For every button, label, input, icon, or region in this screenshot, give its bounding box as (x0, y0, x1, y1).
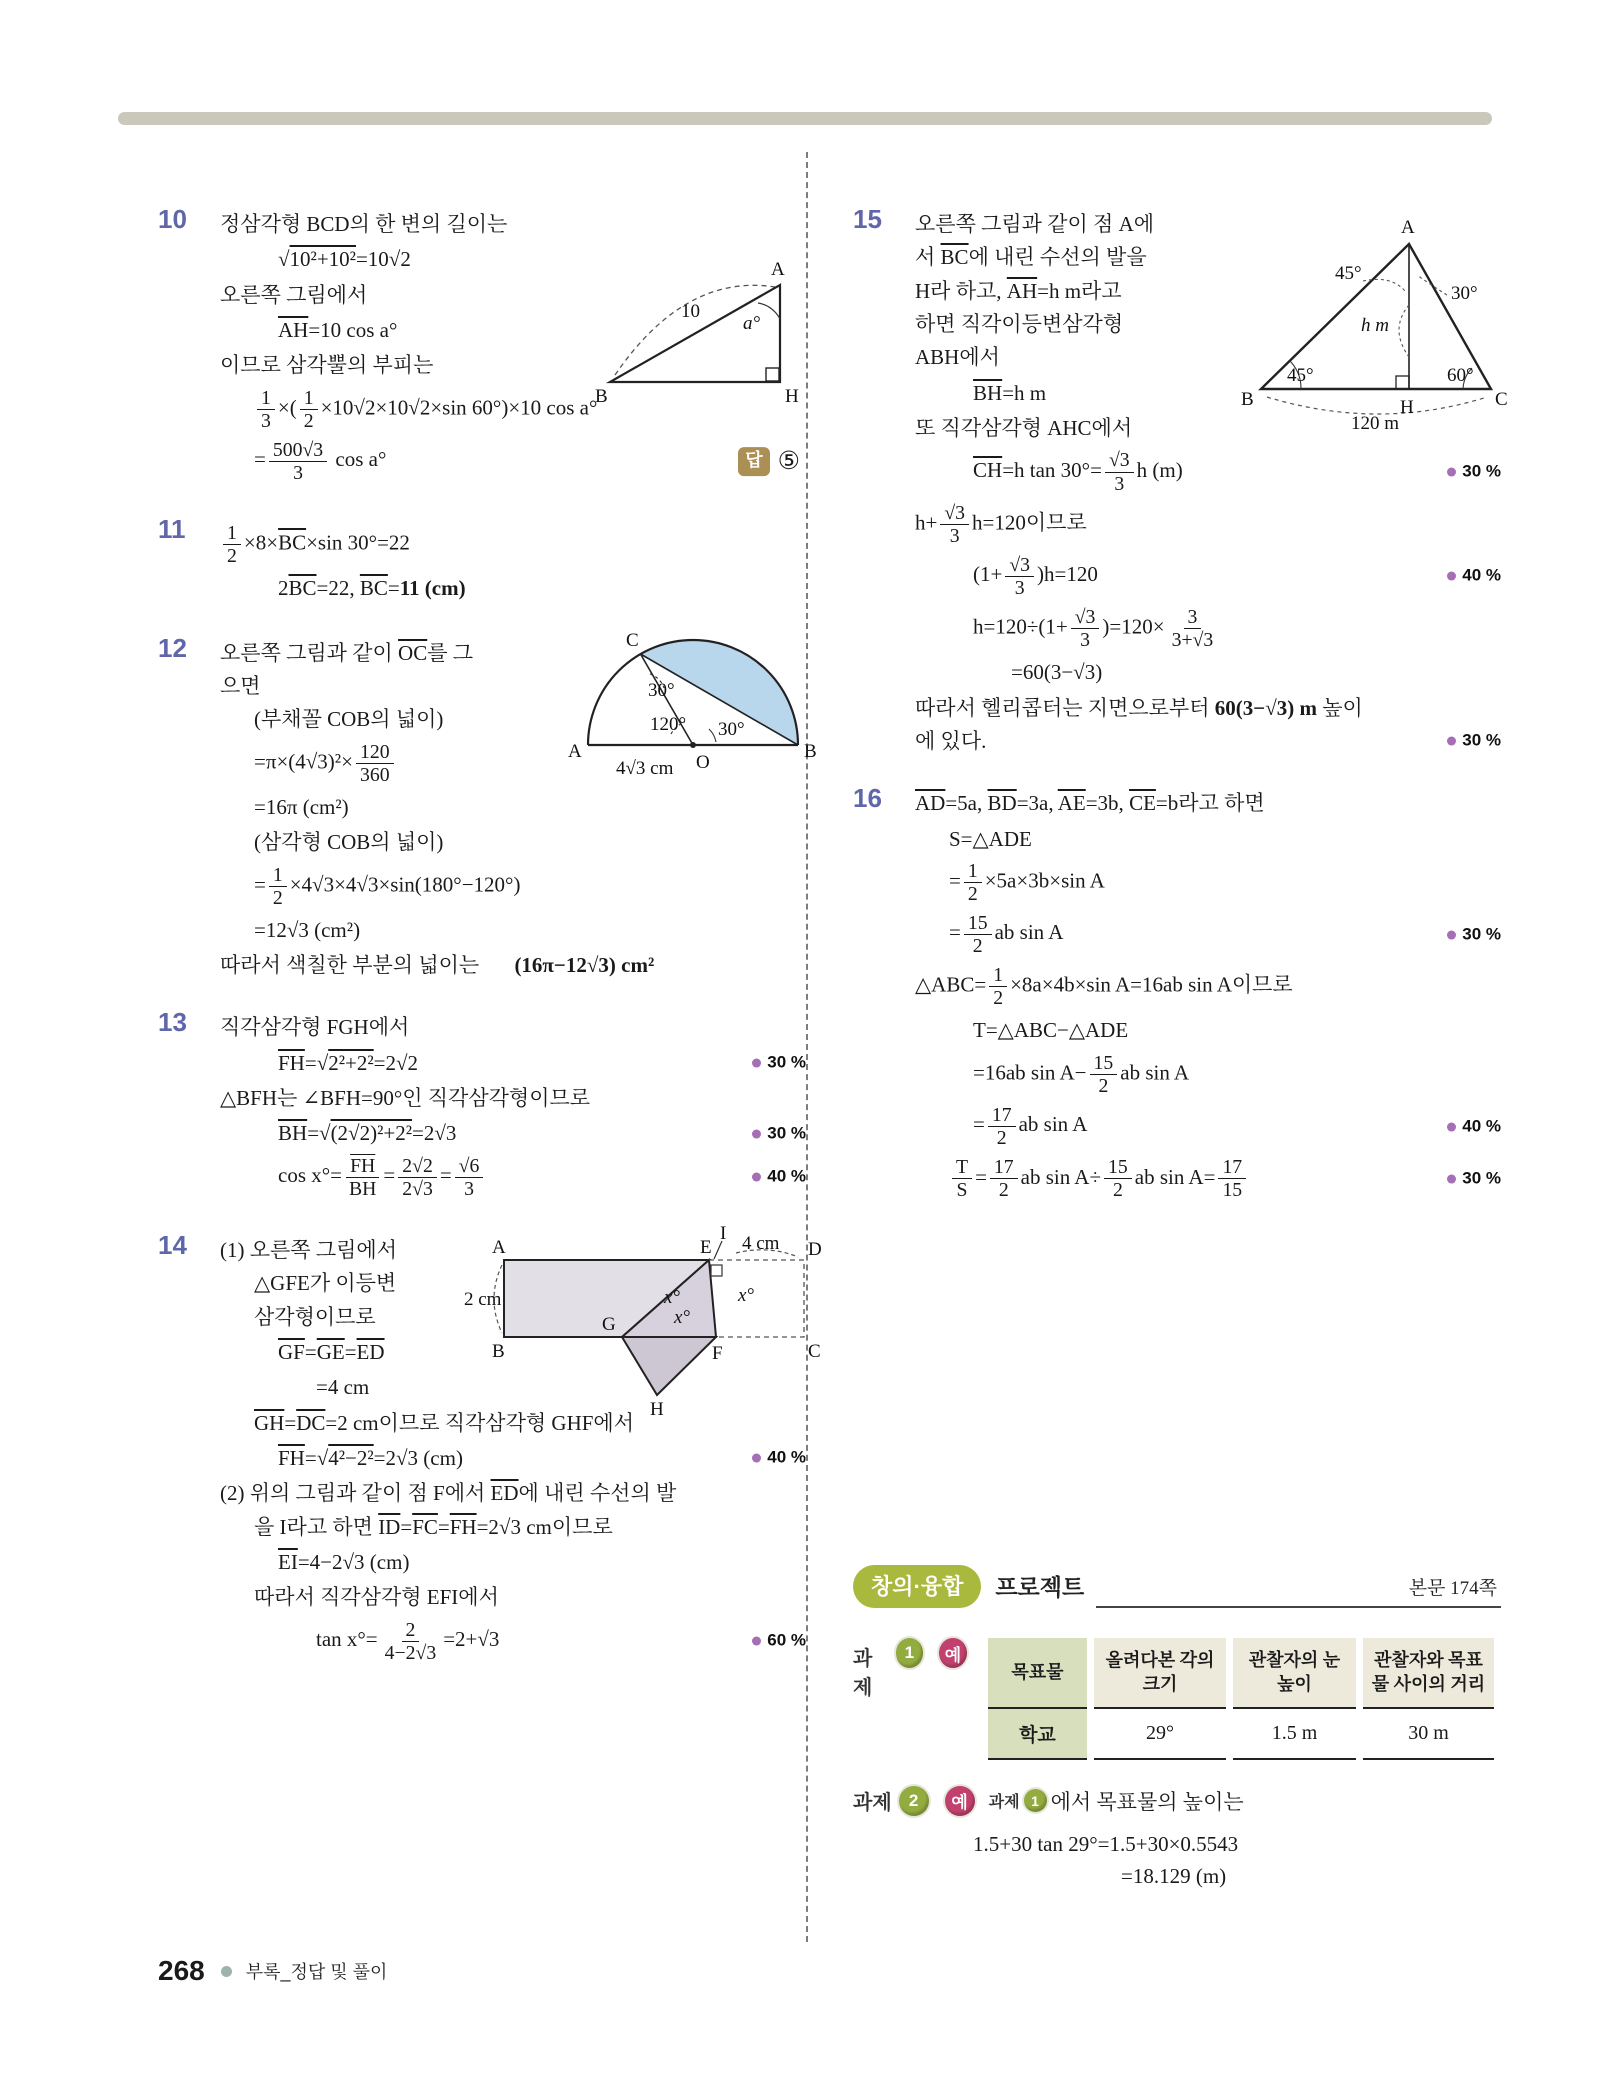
problem-number: 10 (158, 204, 187, 234)
vertex-label: B (492, 1340, 505, 1362)
formula-line: =60(3−√3) (1011, 660, 1103, 685)
creative-project-section (853, 1565, 1501, 1896)
task-1-row (853, 1638, 1501, 1760)
problem-body (220, 629, 817, 985)
formula-text: $\overline{FH}=√4^2-2^2=2√3$ (cm) (278, 1446, 463, 1471)
formula-line (915, 449, 1501, 494)
formula-line: =4 cm (316, 1375, 370, 1400)
problem-10 (158, 205, 806, 491)
formula-text: $\frac{T}{S}$ = $\frac{17}{2}$ ab sin A÷ $\frac{15}{2}$ ab sin A= $\frac{17}{15}$ (949, 1165, 1249, 1189)
problem-body (220, 1224, 822, 1671)
base-label: 120 m (1351, 413, 1400, 434)
problem-11 (158, 515, 806, 610)
formula-line: = $\frac{1}{2}$ ×4√3×4√3×sin(180°−120°) (254, 863, 521, 909)
radius-label: 4√3 cm (616, 757, 674, 779)
cell-target: 학교 (988, 1709, 1087, 1760)
problem-16 (853, 784, 1501, 1208)
vertex-label: I (720, 1224, 727, 1244)
length-label: 4 cm (742, 1232, 780, 1254)
table-data-row (988, 1709, 1494, 1760)
score-badge: 60 % (752, 1630, 806, 1653)
answer-value: ⑤ (777, 447, 800, 475)
solution-line: 서 $\overline{BC}$에 내린 수선의 발을 (915, 245, 1147, 270)
angle-label: 45° (1287, 365, 1314, 386)
angle-label: x° (664, 1286, 681, 1308)
solution-text: 에 있다. (915, 728, 987, 753)
formula-text: $\overline{CH}=h$ tan 30°= $\frac{√3}{3}$ h (m) (973, 449, 1183, 495)
solution-line: 이므로 삼각뿔의 부피는 (220, 353, 434, 378)
formula-text: = $\frac{17}{2}$ ab sin A (973, 1103, 1088, 1150)
score-badge: 30 % (752, 1122, 806, 1145)
solution-line: 오른쪽 그림에서 (220, 282, 368, 307)
problem-body (915, 205, 1508, 760)
solution-line: 따라서 직각삼각형 EFI에서 (254, 1585, 499, 1610)
formula-line (220, 574, 806, 602)
angle-label: 120° (650, 713, 687, 735)
score-badge: 40 % (752, 1447, 806, 1470)
problem-body (220, 1008, 806, 1207)
formula-line: =π×(4√3)²× $\frac{120}{360}$ (220, 741, 806, 786)
vertex-label: C (808, 1340, 821, 1362)
right-angle-mark (711, 1265, 722, 1276)
score-badge: 40 % (752, 1166, 806, 1189)
cell-eyeheight: 1.5 m (1233, 1709, 1356, 1760)
vertex-label: B (804, 740, 817, 762)
angle-label: 45° (1335, 263, 1362, 284)
problem-body (220, 515, 806, 610)
formula-text: $\overline{BH}=√(2√2)^2+2^2=2√3$ (278, 1121, 457, 1146)
solution-line: △GFE가 이등변 (254, 1271, 397, 1296)
diagram-problem-12 (568, 630, 818, 789)
angle-label: 30° (718, 718, 745, 740)
score-badge: 40 % (1447, 1115, 1501, 1138)
formula-text: tan x°= $\frac{2}{4-2√3}$ =2+√3 (316, 1618, 500, 1664)
vertex-label: H (1400, 397, 1414, 418)
solution-line: ABH에서 (915, 345, 1000, 370)
vertex-label: A (1401, 217, 1415, 238)
vertex-label: G (602, 1313, 616, 1335)
vertex-label: A (771, 259, 785, 280)
top-accent-bar (118, 112, 1492, 125)
length-label: 2 cm (464, 1288, 502, 1310)
formula-line: =12√3 (cm²) (254, 917, 361, 942)
page-ref-text: 본문 174쪽 (1408, 1578, 1497, 1599)
angle-label: x° (674, 1306, 691, 1328)
right-column (853, 204, 1508, 1888)
solution-line: 을 I라고 하면 $\overline{ID}=\overline{FC}=\overline{FH}=2√3$ cm이므로 (254, 1514, 613, 1539)
vertex-label: B (595, 386, 608, 407)
diagram-problem-15 (1239, 209, 1509, 451)
answer-emphasis: (16π−12√3) cm² (514, 953, 655, 978)
formula-line: △ABC= $\frac{1}{2}$ ×8a×4b×sin A=16ab sin A이므로 (915, 964, 1293, 1010)
solution-line: (1) 오른쪽 그림에서 (220, 1237, 397, 1262)
project-header (853, 1565, 1501, 1608)
solution-text: 따라서 색칠한 부분의 넓이는 (220, 953, 480, 978)
page-footer (158, 1955, 387, 1987)
task-1-number-ball: 1 (896, 1638, 924, 1668)
page-reference (1096, 1573, 1501, 1608)
example-ball: 예 (945, 1786, 975, 1816)
formula-line: $\overline{BH}=h$ m (973, 380, 1047, 405)
center-label: O (696, 751, 710, 773)
solution-line: 으면 (220, 673, 261, 698)
diagram-problem-10 (595, 257, 810, 419)
formula-line (220, 1619, 806, 1664)
formula-text: = $\frac{15}{2}$ ab sin A (949, 912, 1064, 958)
formula-line (915, 1104, 1501, 1149)
problem-number: 13 (158, 1007, 187, 1038)
formula-line (220, 1444, 806, 1472)
right-angle-mark (766, 368, 779, 381)
leader-45 (1363, 279, 1405, 291)
problem-body (915, 784, 1501, 1208)
formula-text: cos x°= $\frac{\overline{FH}}{BH}$ = $\frac{2√2}{2√3}$ = $\frac{√6}{3}$ (278, 1163, 486, 1187)
problem-number: 12 (158, 632, 187, 663)
solution-line: $\overline{AD}=5a$, $\overline{BD}=3a$, $\overline{AE}=3b$, $\overline{CE}=b$라고 하면 (915, 791, 1265, 816)
angle-label: x° (738, 1284, 755, 1306)
solution-line (220, 951, 806, 979)
cell-angle: 29° (1094, 1709, 1226, 1760)
formula-line: 1.5+30 tan 29°=1.5+30×0.5543 (973, 1831, 1239, 1856)
angle-arc-b (709, 729, 716, 742)
problem-15 (853, 204, 1508, 760)
formula-line: $\frac{1}{2}$ $\times 8\times\overline{BC}\times\sin$ 30°=22 (220, 522, 806, 567)
formula-line: $\overline{GF}=\overline{GE}=\overline{ED}$ (278, 1340, 385, 1364)
formula-line (220, 439, 806, 484)
column-divider (806, 152, 808, 1942)
formula-line: h+ $\frac{√3}{3}$ h=120이므로 (915, 501, 1087, 547)
answer-emphasis: 60(3−√3) m (1214, 695, 1317, 720)
right-angle-mark (1396, 376, 1409, 389)
task-2-text: 에서 목표물의 높이는 (1050, 1789, 1244, 1814)
score-badge: 30 % (1447, 730, 1501, 753)
score-badge: 30 % (1447, 461, 1501, 484)
vertex-label: A (492, 1236, 506, 1258)
task-2-number-ball: 2 (899, 1786, 929, 1816)
h-brace (1399, 305, 1409, 357)
answer-emphasis: 11 (cm) (399, 576, 466, 601)
score-badge: 30 % (1447, 923, 1501, 946)
formula-line: = $\frac{1}{2}$ ×5a×3b×sin A (949, 859, 1105, 905)
diagram-problem-14 (464, 1225, 824, 1427)
solution-line: 하면 직각이등변삼각형 (915, 312, 1124, 337)
vertex-label: E (700, 1236, 712, 1258)
solution-text: 따라서 헬리콥터는 지면으로부터 (915, 695, 1215, 720)
answer-badge: 답 (738, 447, 769, 475)
solution-line: 직각삼각형 FGH에서 (220, 1015, 410, 1040)
problem-number: 15 (853, 204, 882, 234)
table-header-distance: 관찰자와 목표물 사이의 거리 (1363, 1638, 1494, 1709)
problem-number: 14 (158, 1229, 187, 1260)
footer-dot-icon (221, 1966, 232, 1977)
formula-line: $\frac{1}{3}$ ×( $\frac{1}{2}$ ×10√2×10√2×sin 60°)×10 cos a° (220, 387, 806, 432)
angle-label: 60° (1447, 365, 1474, 386)
angle-label: a° (743, 313, 761, 334)
score-badge: 30 % (1447, 1167, 1501, 1190)
task-ref-number-ball: 1 (1024, 1789, 1047, 1812)
observation-table (981, 1638, 1501, 1760)
solution-text: 높이 (1317, 695, 1363, 720)
formula-text: = $\frac{500√3}{3}$ cos a° (254, 438, 387, 484)
solution-line: (부채꼴 COB의 넓이) (254, 707, 444, 732)
score-badge: 30 % (752, 1051, 806, 1074)
angle-label: 30° (648, 679, 675, 701)
formula-line: T=△ABC−△ADE (973, 1018, 1129, 1043)
vertex-label: D (808, 1238, 822, 1260)
problem-number: 16 (853, 783, 882, 814)
cell-distance: 30 m (1363, 1709, 1494, 1760)
formula-line: $\overline{EI}=4-2√3$ (cm) (278, 1550, 410, 1575)
solution-line: 또 직각삼각형 AHC에서 (915, 416, 1133, 441)
formula-line (915, 912, 1501, 957)
solution-line: H라 하고, $\overline{AH}=h$ m라고 (915, 278, 1122, 303)
table-header-row (988, 1638, 1494, 1709)
vertex-label: A (568, 740, 582, 762)
paper-flap (622, 1337, 716, 1395)
vertex-label: C (1495, 389, 1508, 410)
formula-line: =16ab sin A− $\frac{15}{2}$ ab sin A (973, 1051, 1190, 1097)
page-number: 268 (158, 1955, 205, 1986)
length-label: 10 (681, 301, 700, 322)
formula-line: S=△ADE (949, 826, 1032, 851)
formula-text: $2\overline{BC}=22$, $\overline{BC}=$ (278, 576, 400, 601)
vertex-label: H (650, 1398, 664, 1420)
formula-line: √10²+10²=10√2 (278, 247, 411, 272)
base-length-arc (1267, 397, 1487, 414)
vertex-label: H (785, 386, 799, 407)
problem-14 (158, 1224, 822, 1671)
problem-body (220, 205, 806, 491)
formula-line: h=120÷(1+ $\frac{√3}{3}$ )=120× $\frac{3}{3+√3}$ (973, 605, 1214, 652)
project-title: 프로젝트 (995, 1574, 1085, 1600)
solution-line: 오른쪽 그림과 같이 점 A에 (915, 212, 1155, 236)
formula-line (220, 1155, 806, 1200)
solution-line: (삼각형 COB의 넓이) (254, 830, 444, 855)
task-label: 과제 (853, 1648, 873, 1699)
solution-line (915, 727, 1501, 755)
vertex-label: B (1241, 389, 1254, 410)
angle-arc (758, 303, 780, 319)
formula-line: =18.129 (m) (1121, 1863, 1227, 1888)
solution-line: $\overline{GH}=\overline{DC}=2$ cm이므로 직각삼각형 GHF에서 (254, 1410, 634, 1435)
formula-text: $\overline{FH}=√2^2+2^2=2√2$ (278, 1050, 419, 1075)
left-column (158, 204, 822, 1695)
creative-convergence-badge: 창의·융합 (853, 1565, 981, 1608)
table-header-eyeheight: 관찰자의 눈높이 (1233, 1638, 1356, 1709)
problem-12 (158, 629, 817, 985)
table-header-target: 목표물 (988, 1638, 1087, 1709)
solution-line: △BFH는 ∠BFH=90°인 직각삼각형이므로 (220, 1086, 591, 1111)
table-header-angle: 올려다본 각의 크기 (1094, 1638, 1226, 1709)
solution-line: 삼각형이므로 (254, 1304, 376, 1329)
solution-line (915, 694, 1501, 722)
formula-line (220, 1119, 806, 1147)
angle-label: 30° (1451, 283, 1478, 304)
score-badge: 40 % (1447, 565, 1501, 588)
formula-line (915, 1156, 1501, 1201)
vertex-label: C (626, 629, 639, 651)
formula-line: $\overline{AH}=10$ cos a° (278, 318, 398, 343)
answer-line (738, 445, 800, 479)
task-label: 과제 (853, 1792, 892, 1815)
problem-number: 11 (158, 514, 186, 545)
task-2-row (853, 1786, 1501, 1816)
formula-line: =16π (cm²) (254, 794, 349, 819)
footer-label: 부록_정답 및 풀이 (245, 1962, 388, 1982)
formula-line (915, 554, 1501, 599)
example-ball: 예 (939, 1638, 967, 1668)
hidden-rect-outline (709, 1260, 804, 1337)
vertex-label: F (712, 1342, 723, 1364)
formula-text: (1+ $\frac{√3}{3}$ )h=120 (973, 553, 1098, 599)
problem-13 (158, 1008, 806, 1207)
solution-line: (2) 위의 그림과 같이 점 F에서 $\overline{ED}$에 내린 수선의 발 (220, 1481, 677, 1506)
solution-line: 오른쪽 그림과 같이 $\overline{OC}$를 그 (220, 640, 474, 665)
task-ref-label: 과제 (988, 1794, 1020, 1812)
center-point (690, 742, 696, 748)
height-label: h m (1361, 315, 1389, 336)
solution-line: 정삼각형 BCD의 한 변의 길이는 (220, 212, 508, 236)
formula-line (220, 1049, 806, 1077)
